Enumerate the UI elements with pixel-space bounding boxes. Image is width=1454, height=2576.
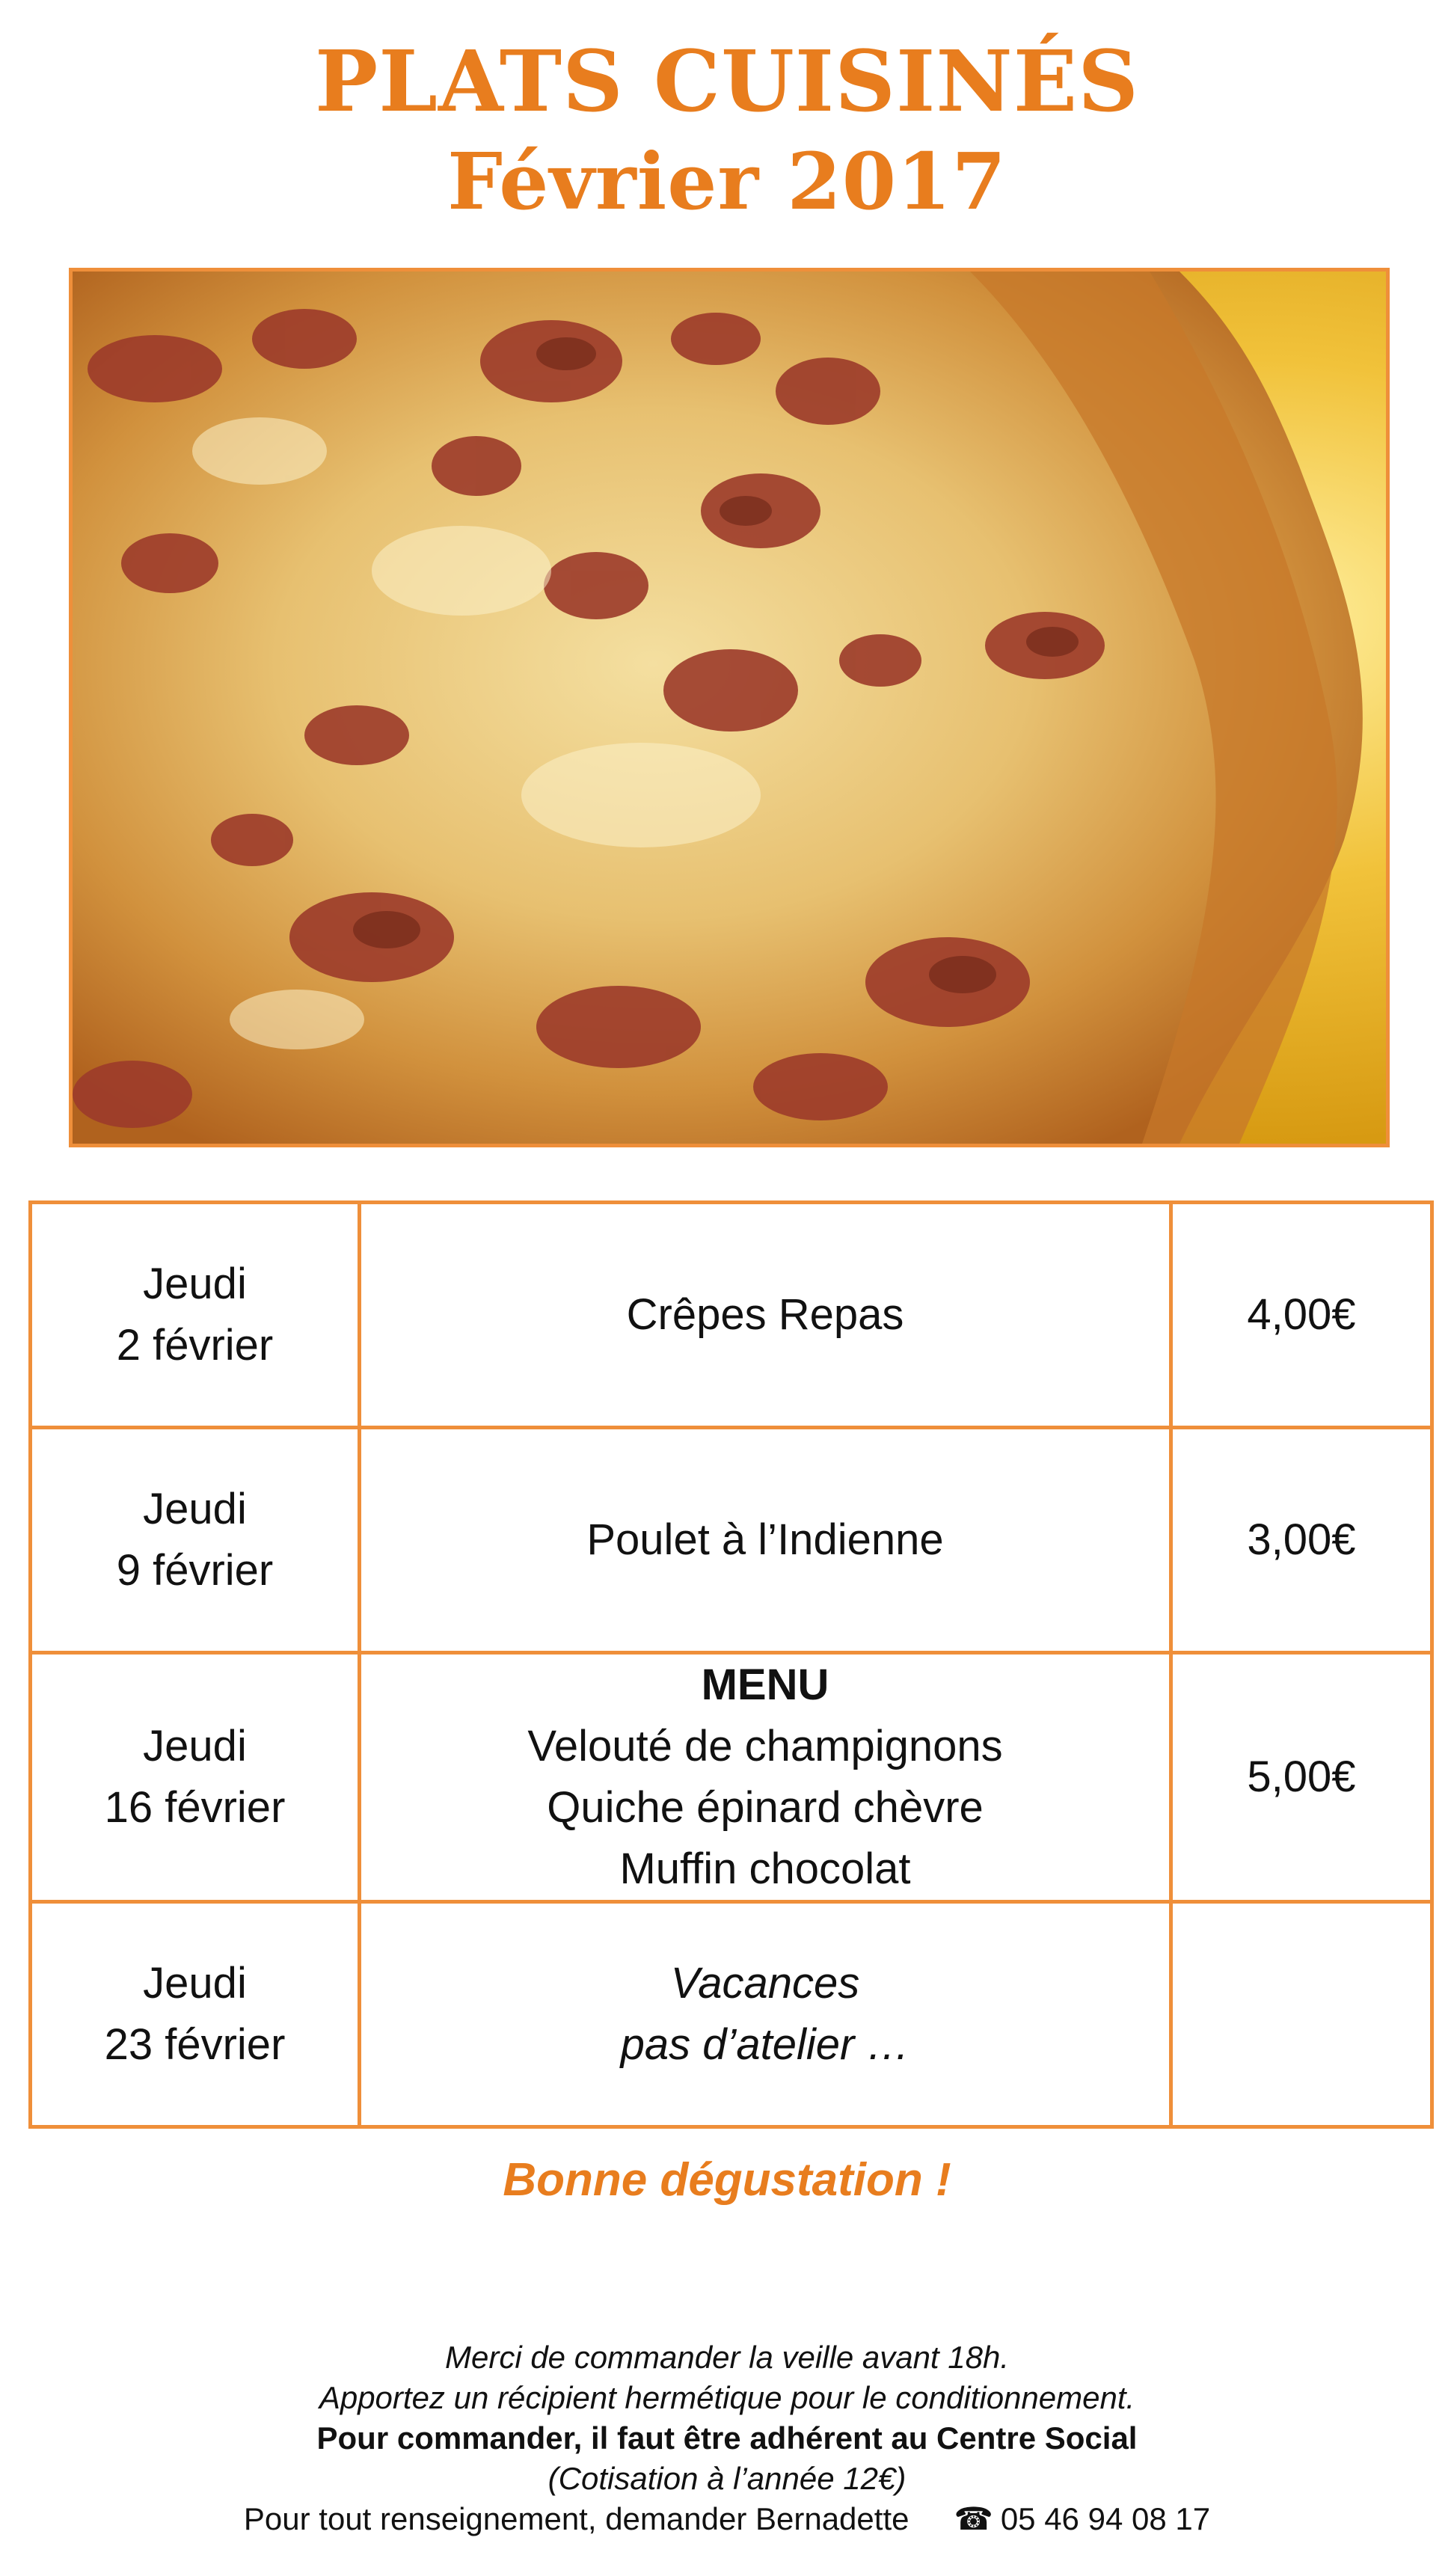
footer-line: Merci de commander la veille avant 18h. [444, 2340, 1010, 2375]
date-cell [31, 1902, 360, 2127]
footer-line: Pour tout renseignement, demander Bernadette [243, 2501, 909, 2536]
day-label: Jeudi [143, 1260, 247, 1308]
date-cell [31, 1653, 360, 1902]
table-row [31, 1653, 1432, 1902]
food-photo [69, 268, 1390, 1147]
price-cell: 3,00€ [1171, 1428, 1432, 1653]
price-cell: 5,00€ [1171, 1653, 1432, 1902]
dish-cell [360, 1902, 1171, 2127]
dish-line: Quiche épinard chèvre [547, 1783, 984, 1832]
phone-number: 05 46 94 08 17 [1000, 2501, 1211, 2536]
dish-cell [360, 1203, 1171, 1428]
dish-line: Velouté de champignons [527, 1722, 1003, 1770]
day-label: Jeudi [143, 1485, 247, 1533]
menu-table [28, 1200, 1434, 2129]
price-cell: 4,00€ [1171, 1203, 1432, 1428]
dish-cell [360, 1428, 1171, 1653]
telephone-icon: ☎ [954, 2501, 993, 2536]
footer-line: Pour commander, il faut être adhérent au Centre Social [316, 2420, 1138, 2456]
day-label: Jeudi [143, 1959, 247, 2008]
dish-line: Muffin chocolat [619, 1844, 911, 1893]
dish-line: Poulet à l’Indienne [586, 1515, 944, 1564]
page-title: PLATS CUISINÉS [314, 33, 1140, 131]
date-label: 2 février [116, 1321, 274, 1370]
dish-line: pas d’atelier … [620, 2020, 910, 2069]
dish-line: Crêpes Repas [626, 1290, 904, 1339]
dish-line: Vacances [670, 1959, 860, 2008]
footer [0, 2337, 1454, 2539]
date-cell [31, 1428, 360, 1653]
table-row [31, 1428, 1432, 1653]
closing-message: Bonne dégustation ! [503, 2154, 951, 2206]
date-label: 16 février [104, 1783, 286, 1832]
date-label: 23 février [104, 2020, 286, 2069]
footer-line: (Cotisation à l’année 12€) [547, 2461, 907, 2496]
footer-line: Apportez un récipient hermétique pour le conditionnement. [319, 2380, 1135, 2415]
menu-heading: MENU [701, 1660, 829, 1709]
day-label: Jeudi [143, 1722, 247, 1770]
footer-contact [0, 2499, 1454, 2539]
date-cell [31, 1203, 360, 1428]
table-row [31, 1902, 1432, 2127]
table-row [31, 1203, 1432, 1428]
price-cell [1171, 1902, 1432, 2127]
page-subtitle: Février 2017 [447, 135, 1007, 227]
dish-cell [360, 1653, 1171, 1902]
date-label: 9 février [116, 1546, 274, 1595]
